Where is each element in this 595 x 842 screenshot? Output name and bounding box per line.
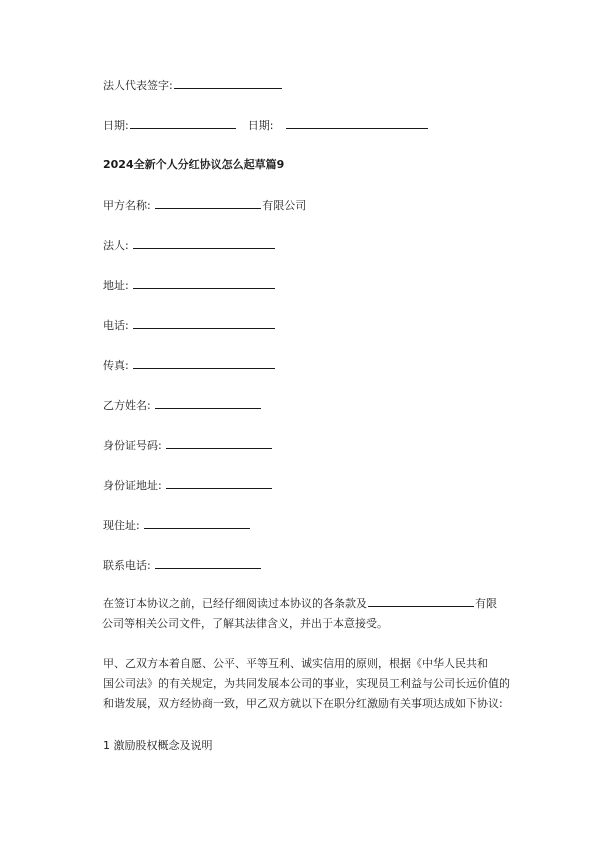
phone-line [103, 318, 276, 333]
party-b-name-blank [155, 398, 261, 409]
reading-acknowledgement-paragraph [103, 594, 523, 634]
address-blank [133, 278, 275, 289]
id-number-label: 身份证号码: [103, 439, 162, 452]
current-address-blank [144, 518, 250, 529]
fax-line [103, 358, 276, 373]
date-label-2: 日期: [247, 119, 274, 132]
current-address-label: 现住址: [103, 519, 140, 532]
contact-phone-label: 联系电话: [103, 559, 151, 572]
fax-blank [133, 358, 275, 369]
current-address-line [103, 518, 251, 533]
date-blank-2 [286, 118, 428, 129]
party-b-name-label: 乙方姓名: [103, 399, 151, 412]
date-line [103, 118, 429, 133]
fax-label: 传真: [103, 359, 129, 372]
company-name-blank [368, 596, 474, 607]
principles-paragraph [103, 654, 523, 714]
legal-rep-label: 法人代表签字: [103, 79, 173, 92]
id-number-line [103, 438, 273, 453]
date-blank-1 [130, 118, 236, 129]
legal-rep-blank [174, 78, 282, 89]
party-a-name-suffix: 有限公司 [262, 199, 307, 212]
section-1-heading: 1 激励股权概念及说明 [103, 739, 213, 752]
id-address-label: 身份证地址: [103, 479, 162, 492]
legal-person-line [103, 238, 276, 253]
phone-blank [133, 318, 275, 329]
id-address-blank [166, 478, 272, 489]
phone-label: 电话: [103, 319, 129, 332]
party-a-name-line [103, 198, 306, 213]
contact-phone-line [103, 558, 262, 573]
id-number-blank [166, 438, 272, 449]
para1-line1 [103, 594, 523, 614]
legal-person-label: 法人: [103, 239, 129, 252]
agreement-heading: 2024全新个人分红协议怎么起草篇9 [103, 158, 285, 171]
para2-line1: 甲、乙双方本着自愿、公平、平等互利、诚实信用的原则，根据《中华人民共和 [103, 657, 488, 670]
address-line [103, 278, 276, 293]
contact-phone-blank [155, 558, 261, 569]
legal-person-blank [133, 238, 275, 249]
party-b-name-line [103, 398, 262, 413]
party-a-name-blank [155, 198, 261, 209]
para1-text-a: 在签订本协议之前，已经仔细阅读过本协议的各条款及 [103, 597, 367, 610]
para1-text-b: 有限 [475, 597, 497, 610]
para1-line2: 公司等相关公司文件，了解其法律含义，并出于本意接受。 [102, 617, 388, 630]
address-label: 地址: [103, 279, 129, 292]
id-address-line [103, 478, 273, 493]
date-label-1: 日期: [103, 119, 129, 132]
legal-rep-signature-line [103, 78, 283, 93]
party-a-name-label: 甲方名称: [103, 199, 151, 212]
para2-line3: 和谐发展，双方经协商一致，甲乙双方就以下在职分红激励有关事项达成如下协议: [103, 697, 503, 710]
para2-line2: 国公司法》的有关规定，为共同发展本公司的事业，实现员工利益与公司长远价值的 [103, 677, 510, 690]
